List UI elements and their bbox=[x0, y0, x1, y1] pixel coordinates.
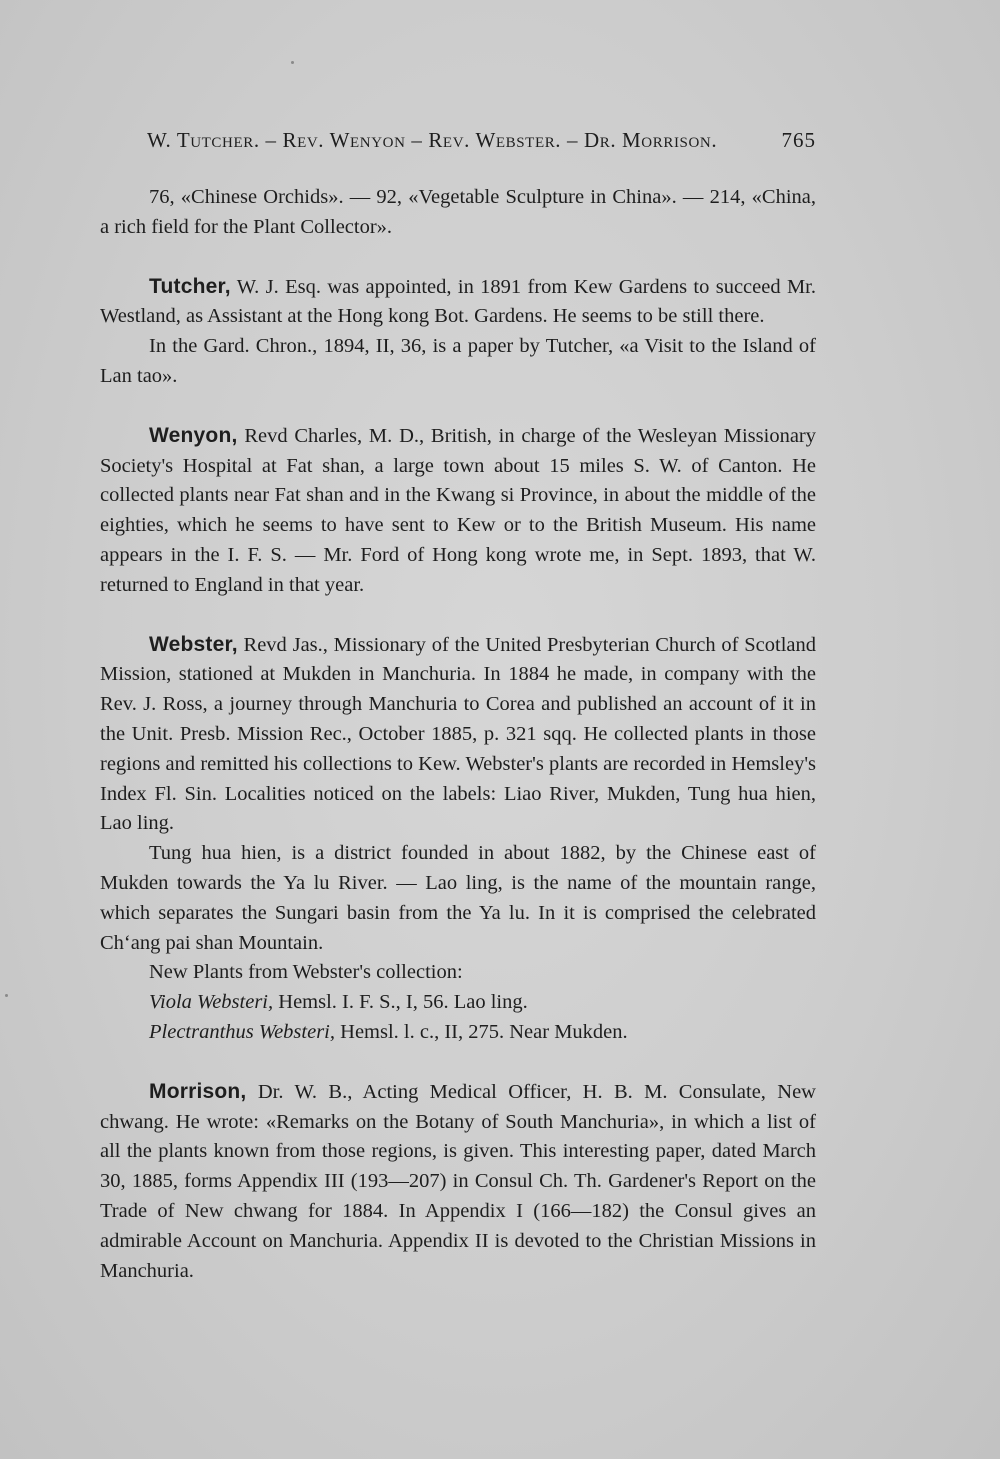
intro-text: 76, «Chinese Orchids». — 92, «Vegetable Sculpture in China». — 214, «China, a rich field for the Plant Collector». bbox=[100, 186, 816, 238]
tutcher-entry bbox=[100, 272, 816, 333]
wenyon-entry bbox=[100, 421, 816, 601]
running-title: W. Tutcher. – Rev. Wenyon – Rev. Webster. – Dr. Morrison. bbox=[147, 128, 718, 152]
body-text bbox=[100, 183, 816, 1286]
intro-paragraph bbox=[100, 183, 816, 243]
morrison-text: Dr. W. B., Acting Medical Officer, H. B. M. Consulate, New chwang. He wrote: «Remarks on the Botany of South Manchuria», in which a list of all the plants known from those regions, is given. This interesting paper, dated March 30, 1885, forms Appendix III (193—207) in Consul Ch. Th. Gardener's Report on the Trade of New chwang for 1884. In Appendix I (166—182) the Consul gives an admirable Account on Manchuria. Appendix II is devoted to the Christian Missions in Manchuria. bbox=[100, 1080, 816, 1282]
running-head bbox=[147, 128, 816, 153]
webster-text-2: Tung hua hien, is a district founded in about 1882, by the Chinese east of Mukden towards the Ya lu River. — Lao ling, is the name of the mountain range, which separates the Sungari basin from the Ya lu. In it is comprised the celebrated Ch‘ang pai shan Mountain. bbox=[100, 842, 816, 954]
tutcher-text-2: In the Gard. Chron., 1894, II, 36, is a paper by Tutcher, «a Visit to the Island of Lan tao». bbox=[100, 335, 816, 387]
morrison-heading: Morrison, bbox=[149, 1079, 247, 1103]
webster-plant-2 bbox=[100, 1018, 816, 1048]
tutcher-heading: Tutcher, bbox=[149, 274, 231, 298]
wenyon-text: Revd Charles, M. D., British, in charge of the Wesleyan Missionary Society's Hospital at Fat shan, a large town about 15 miles S. W. of Canton. He collected plants near Fat shan and in the Kwang si Province, in about the middle of the eighties, which he seems to have sent to Kew or to the British Museum. His name appears in the I. F. S. — Mr. Ford of Hong kong wrote me, in Sept. 1893, that W. returned to England in that year. bbox=[100, 424, 816, 596]
plant-2-citation: Hemsl. l. c., II, 275. Near Mukden. bbox=[335, 1020, 628, 1043]
webster-paragraph-2 bbox=[100, 839, 816, 958]
plant-1-citation: Hemsl. I. F. S., I, 56. Lao ling. bbox=[273, 991, 528, 1014]
webster-entry bbox=[100, 630, 816, 840]
page-number: 765 bbox=[781, 128, 816, 152]
plant-2-name: Plectranthus Websteri, bbox=[149, 1020, 336, 1043]
webster-plant-1 bbox=[100, 988, 816, 1018]
tutcher-text: W. J. Esq. was appointed, in 1891 from Kew Gardens to succeed Mr. Westland, as Assistant at the Hong kong Bot. Gardens. He seems to be still there. bbox=[100, 275, 816, 328]
webster-paragraph-3 bbox=[100, 958, 816, 988]
webster-text-3: New Plants from Webster's collection: bbox=[149, 961, 463, 984]
paper-speck bbox=[291, 61, 294, 64]
webster-text: Revd Jas., Missionary of the United Presbyterian Church of Scotland Mission, stationed at Mukden in Manchuria. In 1884 he made, in company with the Rev. J. Ross, a journey through Manchuria to Corea and published an account of it in the Unit. Presb. Mission Rec., October 1885, p. 321 sqq. He collected plants in those regions and remitted his collections to Kew. Webster's plants are recorded in Hemsley's Index Fl. Sin. Localities noticed on the labels: Liao River, Mukden, Tung hua hien, Lao ling. bbox=[100, 633, 816, 835]
morrison-entry bbox=[100, 1077, 816, 1287]
tutcher-paragraph-2 bbox=[100, 332, 816, 392]
webster-heading: Webster, bbox=[149, 632, 238, 656]
wenyon-heading: Wenyon, bbox=[149, 423, 238, 447]
paper-speck bbox=[5, 994, 8, 997]
plant-1-name: Viola Websteri, bbox=[149, 991, 274, 1014]
